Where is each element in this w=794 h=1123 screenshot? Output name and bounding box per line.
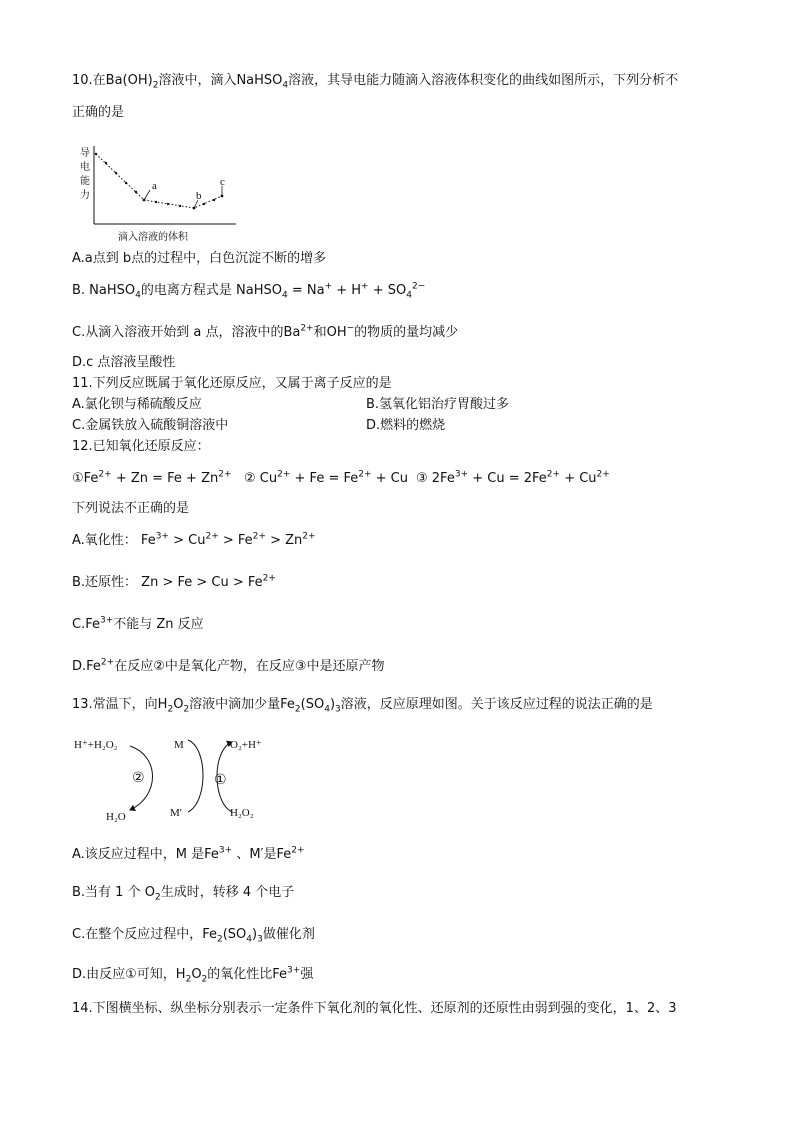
q12-option-a: A.氧化性： $Fe^{3+} > Cu^{2+} > Fe^{2+} > Zn^{2+}$: [72, 531, 316, 548]
q13-option-b: B.当有 1 个 $O_2$生成时，转移 4 个电子: [72, 885, 295, 903]
circle-label-2: ②: [132, 770, 145, 786]
q10-option-d: D.c 点溶液呈酸性: [72, 355, 176, 370]
label-m: M: [174, 739, 184, 751]
label-m-prime: M': [170, 807, 182, 819]
q13-option-c: C.在整个反应过程中，$Fe_2(SO_4)_3$做催化剂: [72, 927, 315, 945]
label-h-plus-h2o2: H⁺+H₂O₂: [74, 739, 118, 751]
q11-option-a: A.氯化钡与稀硫酸反应: [72, 397, 202, 412]
y-label-char: 能: [80, 176, 90, 187]
q10-option-b: B. NaHSO$_4$的电离方程式是 NaHSO$_4$ = $Na^+ + H^+ + SO_4^{2-}$: [72, 281, 426, 301]
q12-reaction-1: $①Fe^{2+} + Zn = Fe + Zn^{2+}$: [72, 469, 232, 486]
q12-option-b: B.还原性： $Zn > Fe > Cu > Fe^{2+}$: [72, 573, 276, 590]
q13-option-d: D.由反应①可知，$H_2O_2$的氧化性比$Fe^{3+}$强: [72, 965, 314, 985]
q11-option-c: C.金属铁放入硫酸铜溶液中: [72, 418, 229, 433]
q12-option-c: $C.Fe^{3+}$不能与 Zn 反应: [72, 615, 204, 632]
q11-stem: 11.下列反应既属于氧化还原反应，又属于离子反应的是: [72, 376, 392, 391]
label-o2-h-plus: O₂+H⁺: [230, 739, 262, 751]
conductivity-curve: [96, 154, 222, 208]
q13-reaction-cycle-diagram: [72, 732, 292, 828]
y-label-char: 电: [80, 162, 90, 173]
q10-conductivity-graph: [74, 142, 244, 246]
q12-reaction-3: ③ $2Fe^{3+} + Cu = 2Fe^{2+} + Cu^{2+}$: [416, 469, 610, 486]
q12-reaction-2: ② $Cu^{2+} + Fe = Fe^{2+} + Cu$: [244, 469, 408, 486]
q11-option-d: D.燃料的燃烧: [366, 418, 446, 433]
q10-stem: 10.在$Ba(OH)_2$溶液中，滴入NaHSO$_4$溶液，其导电能力随滴入溶液体积变化的曲线如图所示，下列分析不: [72, 73, 679, 91]
label-h2o: H₂O: [106, 811, 126, 823]
q11-option-b: B.氢氧化铝治疗胃酸过多: [366, 397, 510, 412]
q14-stem: 14.下图横坐标、纵坐标分别表示一定条件下氧化剂的氧化性、还原剂的还原性由弱到强的变化，1、2、3: [72, 1001, 677, 1016]
q10-option-c: C.从滴入溶液开始到 a 点，溶液中的$Ba^{2+}$和OH−的物质的量均减少: [72, 323, 459, 340]
arc-left-cycle: [188, 740, 203, 812]
q12-stem: 12.已知氧化还原反应：: [72, 439, 210, 454]
q13-option-a: A.该反应过程中，M 是$Fe^{3+}$ 、M′是$Fe^{2+}$: [72, 845, 305, 862]
q12-option-d: $D.Fe^{2+}$在反应②中是氧化产物，在反应③中是还原产物: [72, 657, 385, 674]
y-label-char: 力: [80, 190, 90, 201]
point-b-label: b: [196, 190, 202, 202]
label-h2o2: H₂O₂: [230, 807, 254, 819]
q10-option-a: A.a点到 b点的过程中，白色沉淀不断的增多: [72, 251, 327, 266]
y-label-char: 导: [80, 148, 90, 159]
point-a-label: a: [152, 180, 157, 192]
q10-stem-line2: 正确的是: [72, 105, 125, 120]
q13-stem: 13.常温下，向$H_2O_2$溶液中滴加少量$Fe_2(SO_4)_3$溶液，反应原理如图。关于该反应过程的说法正确的是: [72, 697, 653, 715]
point-c-label: c: [220, 176, 225, 188]
x-axis-label: 滴入溶液的体积: [118, 232, 188, 243]
curve-points: [95, 153, 224, 210]
q12-prompt: 下列说法不正确的是: [72, 501, 190, 516]
circle-label-1: ①: [214, 772, 227, 788]
